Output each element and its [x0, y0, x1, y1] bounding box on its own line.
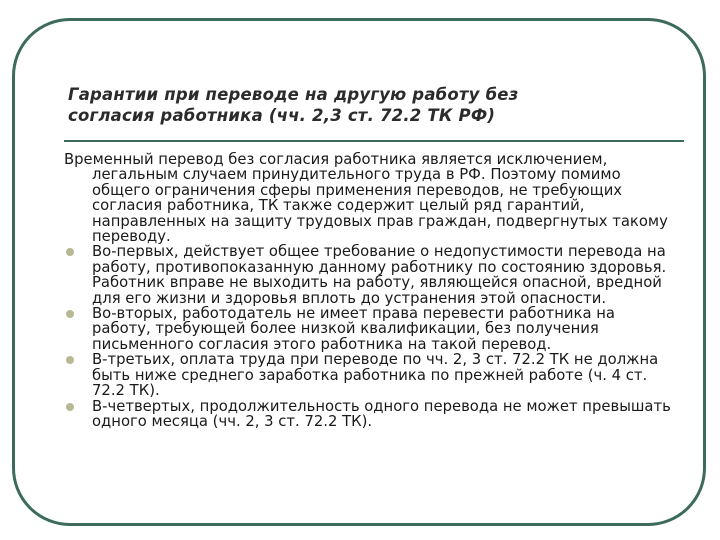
title-line-1: Гарантии при переводе на другую работу без	[68, 85, 519, 104]
title-area	[68, 84, 668, 126]
intro-paragraph: Временный перевод без согласия работника является исключением, легальным случаем принудительного труда в РФ. Поэтому помимо общего ограничения сферы применения переводов, не требующих согласия работника, ТК также содержит целый ряд гарантий, направленных на защиту трудовых прав граждан, подвергнутых такому переводу.	[64, 151, 668, 246]
bullet-icon	[66, 248, 74, 256]
bullet-text: Во-вторых, работодатель не имеет права перевести работника на работу, требующей более низкой квалификации, без получения письменного согласия этого работника на такой перевод.	[92, 305, 615, 353]
list-item	[64, 244, 674, 306]
title-line-2: согласия работника (чч. 2,3 ст. 72.2 ТК РФ)	[68, 106, 496, 125]
slide-body	[64, 152, 674, 429]
bullet-text: Во-первых, действует общее требование о недопустимости перевода на работу, противопоказанную данному работнику по состоянию здоровья. Работник вправе не выходить на работу, являющейся опасной, вредной для его жизни и здоровья вплоть до устранения этой опасности.	[92, 243, 667, 307]
list-item	[64, 399, 674, 430]
bullet-list	[64, 244, 674, 429]
bullet-icon	[66, 356, 74, 364]
title-divider	[64, 140, 684, 142]
bullet-text: В-третьих, оплата труда при переводе по чч. 2, 3 ст. 72.2 ТК не должна быть ниже среднего заработка работника по прежней работе (ч. 4 ст. 72.2 ТК).	[92, 351, 659, 400]
bullet-icon	[66, 403, 74, 411]
bullet-text: В-четвертых, продолжительность одного перевода не может превышать одного месяца (чч. 2, 3 ст. 72.2 ТК).	[92, 397, 671, 430]
list-item	[64, 306, 674, 352]
list-item	[64, 352, 674, 398]
bullet-icon	[66, 310, 74, 318]
slide-title	[68, 84, 668, 126]
